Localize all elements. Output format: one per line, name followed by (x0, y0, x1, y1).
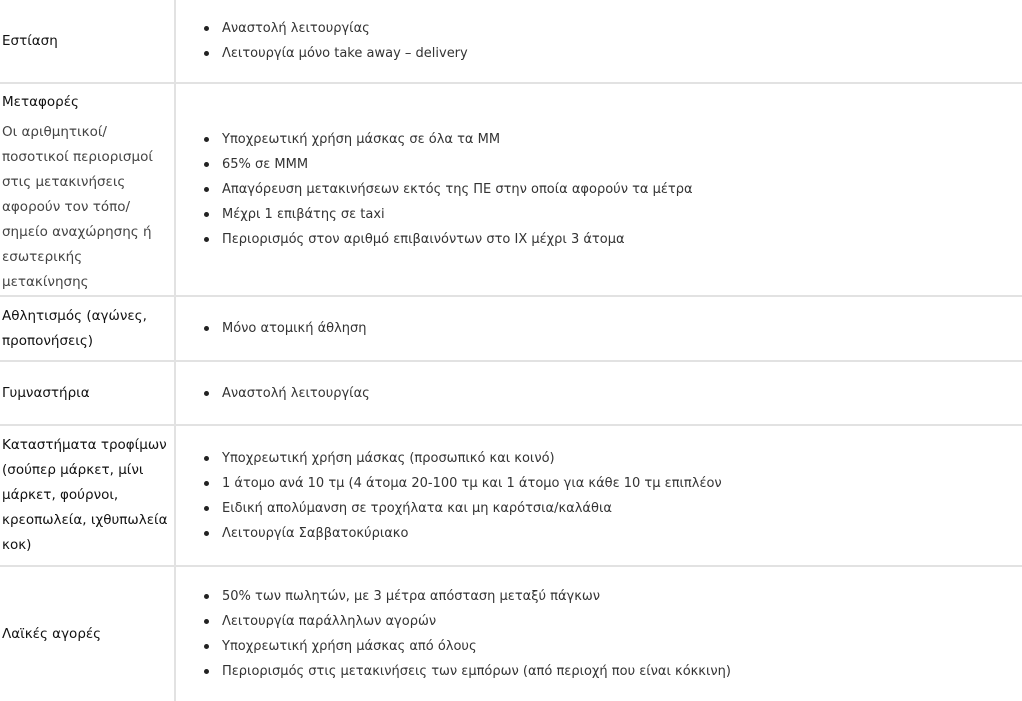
list-item: Λειτουργία παράλληλων αγορών (202, 609, 1022, 634)
row-category: Γυμναστήρια (2, 384, 90, 401)
row-measures-cell (178, 362, 1022, 424)
row-measures-cell (178, 84, 1022, 295)
measures-list (178, 584, 1022, 684)
measures-list (178, 381, 1022, 406)
row-category-cell (0, 297, 176, 360)
row-category-cell (0, 362, 176, 424)
list-item: Ειδική απολύμανση σε τροχήλατα και μη καρότσια/καλάθια (202, 496, 1022, 521)
row-measures-cell (178, 426, 1022, 565)
row-category-cell (0, 426, 176, 565)
row-category: Εστίαση (2, 32, 58, 49)
list-item: 50% των πωλητών, με 3 μέτρα απόσταση μεταξύ πάγκων (202, 584, 1022, 609)
list-item: 65% σε ΜΜΜ (202, 152, 1022, 177)
list-item: Αναστολή λειτουργίας (202, 381, 1022, 406)
row-category: Μεταφορές (2, 94, 79, 110)
list-item: Λειτουργία μόνο take away – delivery (202, 41, 1022, 66)
list-item: Μέχρι 1 επιβάτης σε taxi (202, 202, 1022, 227)
list-item: Περιορισμός στον αριθμό επιβαινόντων στο ΙΧ μέχρι 3 άτομα (202, 227, 1022, 252)
row-category: Αθλητισμός (αγώνες, προπονήσεις) (2, 307, 147, 349)
list-item: Απαγόρευση μετακινήσεων εκτός της ΠΕ στην οποία αφορούν τα μέτρα (202, 177, 1022, 202)
row-category: Καταστήματα τροφίμων (σούπερ μάρκετ, μίνι μάρκετ, φούρνοι, κρεοπωλεία, ιχθυπωλεία κοκ) (2, 437, 168, 553)
row-measures-cell (178, 0, 1022, 82)
measures-list (178, 16, 1022, 66)
table-row (0, 0, 1022, 84)
measures-list (178, 446, 1022, 546)
row-category-cell (0, 84, 176, 295)
row-category-note: Οι αριθμητικοί/ποσοτικοί περιορισμοί στις μετακινήσεις αφορούν τον τόπο/σημείο αναχώρησης ή εσωτερικής μετακίνησης (2, 124, 153, 290)
list-item: Μόνο ατομική άθληση (202, 316, 1022, 341)
table-row (0, 297, 1022, 362)
row-category: Λαϊκές αγορές (2, 625, 102, 642)
table-row (0, 84, 1022, 297)
row-category-cell (0, 567, 176, 701)
list-item: Αναστολή λειτουργίας (202, 16, 1022, 41)
row-measures-cell (178, 567, 1022, 701)
list-item: Υποχρεωτική χρήση μάσκας (προσωπικό και κοινό) (202, 446, 1022, 471)
row-category-cell (0, 0, 176, 82)
measures-list (178, 316, 1022, 341)
table-row (0, 362, 1022, 426)
list-item: Λειτουργία Σαββατοκύριακο (202, 521, 1022, 546)
row-measures-cell (178, 297, 1022, 360)
table-row (0, 426, 1022, 567)
list-item: Υποχρεωτική χρήση μάσκας από όλους (202, 634, 1022, 659)
list-item: Υποχρεωτική χρήση μάσκας σε όλα τα ΜΜ (202, 127, 1022, 152)
table-row (0, 567, 1022, 701)
list-item: Περιορισμός στις μετακινήσεις των εμπόρων (από περιοχή που είναι κόκκινη) (202, 659, 1022, 684)
measures-list (178, 127, 1022, 252)
list-item: 1 άτομο ανά 10 τμ (4 άτομα 20-100 τμ και 1 άτομο για κάθε 10 τμ επιπλέον (202, 471, 1022, 496)
